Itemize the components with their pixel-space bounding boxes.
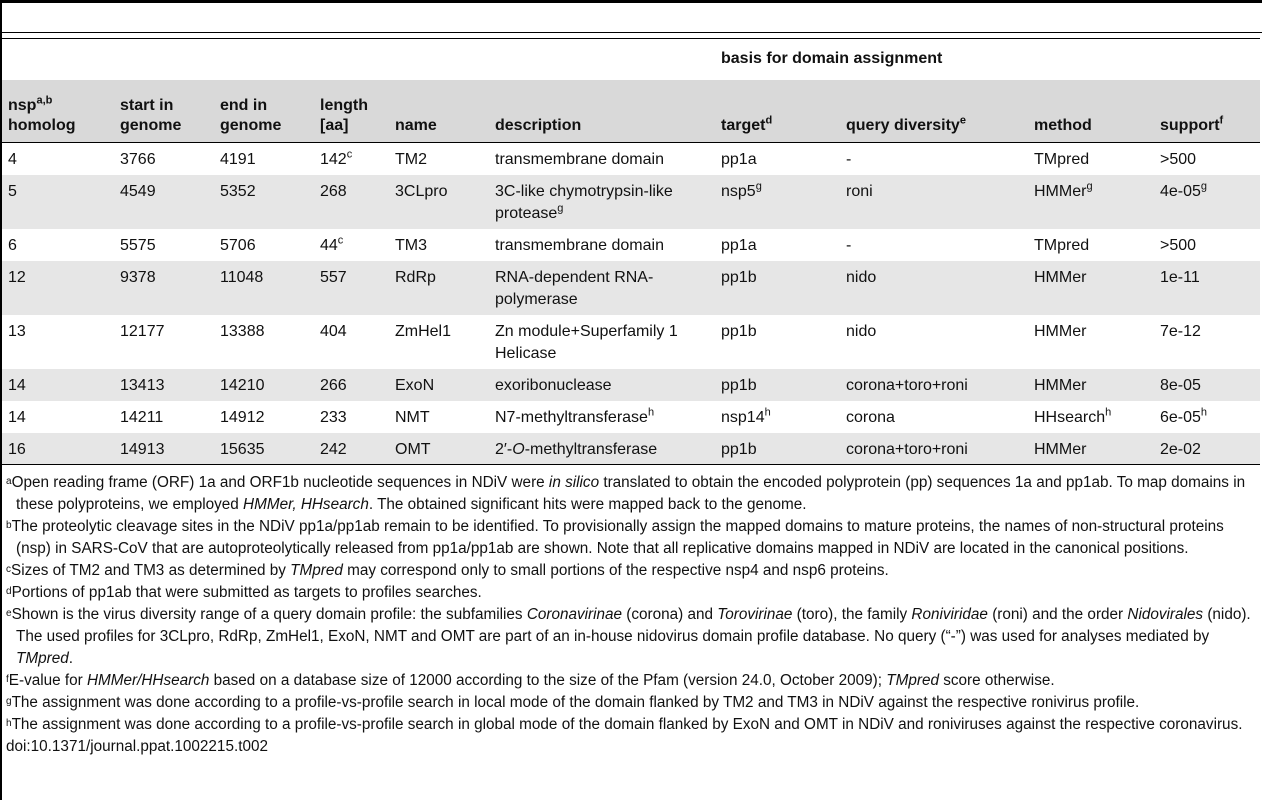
cell-text: TM2: [395, 151, 427, 168]
column-header-text: target: [721, 117, 766, 134]
cell-text: 44: [320, 236, 338, 254]
cell-query: [840, 143, 1028, 175]
cell-text: transmembrane domain: [495, 236, 664, 254]
table-row: [2, 261, 1260, 315]
cell-text: 3CLpro: [395, 182, 448, 200]
cell-name: [389, 315, 489, 369]
footnote-text: The proteolytic cleavage sites in the NDiV pp1a/pp1ab remain to be identified. To provisionally assign the mapped domains to mature proteins, the names of non-structural proteins (nsp) in SARS-CoV that are autoproteolytically released from pp1a/pp1ab are shown. Note that all replicative domains mapped in NDiV are located in the canonical positions.: [11, 518, 1224, 557]
cell-method: [1028, 261, 1154, 315]
cell-text: -: [846, 236, 852, 254]
cell-end: [214, 315, 314, 369]
footnote-b: [6, 516, 1258, 560]
cell-text: N7-methyltransferase: [495, 408, 648, 426]
cell-text: RdRp: [395, 268, 436, 286]
cell-text: 14211: [120, 408, 164, 426]
footnote-label: c: [6, 564, 11, 575]
cell-text: 5: [8, 182, 17, 200]
cell-text: 5352: [220, 182, 256, 200]
cell-text: ZmHel1: [395, 322, 452, 340]
cell-text: pp1b: [721, 440, 757, 458]
cell-text: corona+toro+roni: [846, 440, 968, 458]
cell-text: 6: [8, 236, 17, 254]
cell-text: pp1a: [721, 151, 757, 168]
table-top-band: [0, 0, 1262, 33]
footnote-text: Shown is the virus diversity range of a query domain profile: the subfamilies Coronavirinae (corona) and Torovirinae (toro), the family Roniviridae (roni) and the order Nidovirales (nido). The used profiles for 3CLpro, RdRp, ZmHel1, ExoN, NMT and OMT are part of an in-house nidovirus domain profile database. No query (“-”) was used for analyses mediated by TMpred.: [11, 606, 1251, 667]
footnote-text: Sizes of TM2 and TM3 as determined by TMpred may correspond only to small portions of the respective nsp4 and nsp6 proteins.: [11, 562, 889, 579]
cell-method: [1028, 369, 1154, 401]
cell-text: 5706: [220, 236, 256, 254]
column-header-sup: f: [1219, 114, 1224, 127]
column-header-text2: genome: [220, 117, 282, 134]
footnote-f: [6, 670, 1258, 692]
cell-start: [114, 433, 214, 465]
cell-query: [840, 261, 1028, 315]
column-header-text2: homolog: [8, 117, 76, 134]
column-header: [314, 80, 389, 143]
column-header-row: [2, 80, 1260, 143]
column-header-text2: [aa]: [320, 117, 349, 134]
cell-support: [1154, 261, 1260, 315]
cell-text: 12177: [120, 322, 165, 340]
footnote-label: a: [6, 476, 12, 487]
footnote-text: The assignment was done according to a profile-vs-profile search in global mode of the domain flanked by ExoN and OMT in NDiV and roniviruses against the respective coronavirus.: [11, 716, 1243, 733]
cell-text: OMT: [395, 440, 431, 458]
cell-target: [715, 433, 840, 465]
cell-text: 14912: [220, 408, 265, 426]
cell-query: [840, 401, 1028, 433]
column-header-text: name: [395, 117, 437, 134]
cell-description: [489, 369, 715, 401]
cell-text: nsp14: [721, 408, 765, 426]
column-header-text2: genome: [120, 117, 182, 134]
cell-end: [214, 175, 314, 229]
cell-support: [1154, 229, 1260, 261]
cell-text: corona: [846, 408, 895, 426]
cell-start: [114, 229, 214, 261]
cell-text: 5575: [120, 236, 156, 254]
cell-method: [1028, 315, 1154, 369]
cell-nsp: [2, 175, 114, 229]
cell-method: [1028, 143, 1154, 175]
footnote-c: [6, 560, 1258, 582]
cell-text: 14: [8, 376, 26, 394]
column-header: [1028, 80, 1154, 143]
cell-text: >500: [1160, 151, 1197, 168]
cell-description: [489, 229, 715, 261]
footnote-label: h: [6, 718, 12, 729]
footnote-a: [6, 472, 1258, 516]
cell-text: nido: [846, 268, 877, 286]
column-header: [840, 80, 1028, 143]
footnote-d: [6, 582, 1258, 604]
column-header: [114, 80, 214, 143]
cell-nsp: [2, 433, 114, 465]
column-header-sup: e: [959, 114, 966, 127]
cell-name: [389, 433, 489, 465]
table-row: [2, 369, 1260, 401]
cell-start: [114, 175, 214, 229]
cell-text: 8e-05: [1160, 376, 1201, 394]
cell-text: 4e-05: [1160, 182, 1201, 200]
cell-description: [489, 401, 715, 433]
cell-text: 266: [320, 376, 347, 394]
cell-end: [214, 261, 314, 315]
cell-text: 13388: [220, 322, 265, 340]
column-header: [214, 80, 314, 143]
table-body: [2, 143, 1260, 465]
cell-text: 404: [320, 322, 347, 340]
column-header-text: length: [320, 97, 368, 114]
cell-start: [114, 143, 214, 175]
column-header-text: description: [495, 117, 582, 134]
footnote-label: g: [6, 696, 12, 707]
cell-text: nido: [846, 322, 877, 340]
cell-length: [314, 229, 389, 261]
cell-text: 142: [320, 151, 347, 168]
cell-text: 233: [320, 408, 347, 426]
cell-text: 9378: [120, 268, 156, 286]
cell-text: exoribonuclease: [495, 376, 612, 394]
cell-text: NMT: [395, 408, 430, 426]
cell-description: [489, 315, 715, 369]
cell-text: HMMer: [1034, 440, 1087, 458]
cell-support: [1154, 175, 1260, 229]
cell-text: pp1b: [721, 376, 757, 394]
footnote-h: [6, 714, 1258, 736]
footnote-label: e: [6, 608, 12, 619]
cell-text: 14210: [220, 376, 265, 394]
cell-end: [214, 369, 314, 401]
cell-sup: h: [1105, 406, 1112, 419]
table-row: [2, 143, 1260, 175]
table-row: [2, 175, 1260, 229]
cell-text: >500: [1160, 236, 1197, 254]
cell-sup: g: [557, 202, 564, 215]
cell-support: [1154, 143, 1260, 175]
cell-query: [840, 433, 1028, 465]
footnote-text: The assignment was done according to a profile-vs-profile search in local mode of the domain flanked by TM2 and TM3 in NDiV against the respective ronivirus profile.: [11, 694, 1140, 711]
column-header-text: end in: [220, 97, 268, 114]
column-header: [2, 80, 114, 143]
column-header: [489, 80, 715, 143]
cell-text: 4549: [120, 182, 156, 200]
cell-description: [489, 261, 715, 315]
column-header-text: nsp: [8, 97, 37, 114]
cell-text: 2e-02: [1160, 440, 1201, 458]
column-header-sup: a,b: [36, 94, 53, 107]
cell-text: 16: [8, 440, 26, 458]
cell-name: [389, 175, 489, 229]
cell-target: [715, 143, 840, 175]
cell-method: [1028, 401, 1154, 433]
cell-name: [389, 261, 489, 315]
cell-text: 14913: [120, 440, 165, 458]
cell-text: 11048: [220, 268, 264, 286]
footnotes: [6, 472, 1258, 758]
footnote-label: d: [6, 586, 12, 597]
cell-text: ExoN: [395, 376, 435, 394]
cell-sup: c: [346, 148, 353, 161]
cell-method: [1028, 175, 1154, 229]
column-header-text: method: [1034, 117, 1092, 134]
cell-end: [214, 433, 314, 465]
cell-query: [840, 315, 1028, 369]
cell-text: 13413: [120, 376, 165, 394]
cell-text: 1e-11: [1160, 268, 1200, 286]
cell-method: [1028, 433, 1154, 465]
footnote-label: b: [6, 520, 12, 531]
cell-sup: c: [337, 234, 344, 247]
cell-text: 15635: [220, 440, 265, 458]
cell-text: 3C-like chymotrypsin-like protease: [495, 182, 673, 222]
footnote-text: Portions of pp1ab that were submitted as targets to profiles searches.: [11, 584, 482, 601]
cell-target: [715, 369, 840, 401]
cell-text: HMMer: [1034, 322, 1087, 340]
cell-target: [715, 261, 840, 315]
cell-length: [314, 143, 389, 175]
cell-name: [389, 401, 489, 433]
cell-length: [314, 315, 389, 369]
cell-text: 7e-12: [1160, 322, 1201, 340]
cell-end: [214, 401, 314, 433]
column-header-text: support: [1160, 117, 1220, 134]
cell-method: [1028, 229, 1154, 261]
cell-support: [1154, 433, 1260, 465]
column-header: [715, 80, 840, 143]
cell-text: TMpred: [1034, 151, 1090, 168]
cell-target: [715, 401, 840, 433]
cell-text: 4: [8, 151, 17, 168]
cell-text: TMpred: [1034, 236, 1090, 254]
cell-support: [1154, 369, 1260, 401]
column-header-text: query diversity: [846, 117, 960, 134]
column-header: [389, 80, 489, 143]
table-row: [2, 229, 1260, 261]
cell-nsp: [2, 401, 114, 433]
footnote-g: [6, 692, 1258, 714]
cell-text: Zn module+Superfamily 1 Helicase: [495, 322, 678, 362]
cell-nsp: [2, 261, 114, 315]
cell-start: [114, 315, 214, 369]
column-header-text: start in: [120, 97, 174, 114]
cell-text: corona+toro+roni: [846, 376, 968, 394]
cell-text: 12: [8, 268, 26, 286]
cell-text: 6e-05: [1160, 408, 1201, 426]
cell-text: 4191: [220, 151, 256, 168]
cell-text: pp1a: [721, 236, 757, 254]
footnote-text: Open reading frame (ORF) 1a and ORF1b nucleotide sequences in NDiV were in silico translated to obtain the encoded polyprotein (pp) sequences 1a and pp1ab. To map domains in these polyproteins, we employed HMMer, HHsearch. The obtained significant hits were mapped back to the genome.: [11, 474, 1246, 513]
cell-text: nsp5: [721, 182, 756, 200]
cell-name: [389, 143, 489, 175]
footnote-text: E-value for HMMer/HHsearch based on a database size of 12000 according to the size of the Pfam (version 24.0, October 2009); TMpred score otherwise.: [8, 672, 1055, 689]
cell-sup: h: [1200, 406, 1208, 419]
cell-text: TM3: [395, 236, 427, 254]
footnote-e: [6, 604, 1258, 670]
cell-text: 2′-O-methyltransferase: [495, 440, 658, 458]
cell-support: [1154, 401, 1260, 433]
doi: doi:10.1371/journal.ppat.1002215.t002: [6, 738, 268, 755]
cell-end: [214, 143, 314, 175]
group-header: basis for domain assignment: [715, 39, 1260, 80]
cell-query: [840, 175, 1028, 229]
cell-length: [314, 433, 389, 465]
cell-sup: h: [647, 406, 655, 419]
table-row: [2, 401, 1260, 433]
cell-length: [314, 261, 389, 315]
cell-name: [389, 229, 489, 261]
cell-text: 557: [320, 268, 347, 286]
cell-text: HMMer: [1034, 268, 1087, 286]
cell-support: [1154, 315, 1260, 369]
cell-text: 242: [320, 440, 347, 458]
group-header-row: [2, 39, 1260, 80]
footnote-label: f: [6, 674, 9, 685]
cell-text: 3766: [120, 151, 156, 168]
cell-text: RNA-dependent RNA-polymerase: [495, 268, 654, 308]
cell-query: [840, 369, 1028, 401]
cell-sup: g: [1200, 180, 1208, 193]
cell-nsp: [2, 143, 114, 175]
cell-text: 13: [8, 322, 26, 340]
cell-sup: h: [764, 406, 771, 419]
column-header-sup: d: [765, 114, 773, 127]
cell-text: pp1b: [721, 268, 757, 286]
cell-target: [715, 315, 840, 369]
cell-start: [114, 261, 214, 315]
cell-length: [314, 401, 389, 433]
cell-sup: g: [1086, 180, 1093, 193]
cell-name: [389, 369, 489, 401]
cell-text: HMMer: [1034, 182, 1087, 200]
cell-nsp: [2, 369, 114, 401]
cell-nsp: [2, 315, 114, 369]
cell-text: roni: [846, 182, 873, 200]
cell-target: [715, 229, 840, 261]
cell-start: [114, 401, 214, 433]
cell-end: [214, 229, 314, 261]
cell-length: [314, 175, 389, 229]
cell-text: transmembrane domain: [495, 151, 664, 168]
cell-text: -: [846, 151, 852, 168]
cell-description: [489, 433, 715, 465]
cell-description: [489, 175, 715, 229]
cell-text: 14: [8, 408, 26, 426]
table-row: [2, 315, 1260, 369]
cell-start: [114, 369, 214, 401]
cell-sup: g: [755, 180, 762, 193]
cell-query: [840, 229, 1028, 261]
cell-nsp: [2, 229, 114, 261]
column-header: [1154, 80, 1260, 143]
domain-table: [2, 38, 1260, 465]
cell-description: [489, 143, 715, 175]
cell-target: [715, 175, 840, 229]
cell-text: HHsearch: [1034, 408, 1106, 426]
cell-length: [314, 369, 389, 401]
cell-text: pp1b: [721, 322, 757, 340]
cell-text: HMMer: [1034, 376, 1087, 394]
table-row: [2, 433, 1260, 465]
cell-text: 268: [320, 182, 347, 200]
